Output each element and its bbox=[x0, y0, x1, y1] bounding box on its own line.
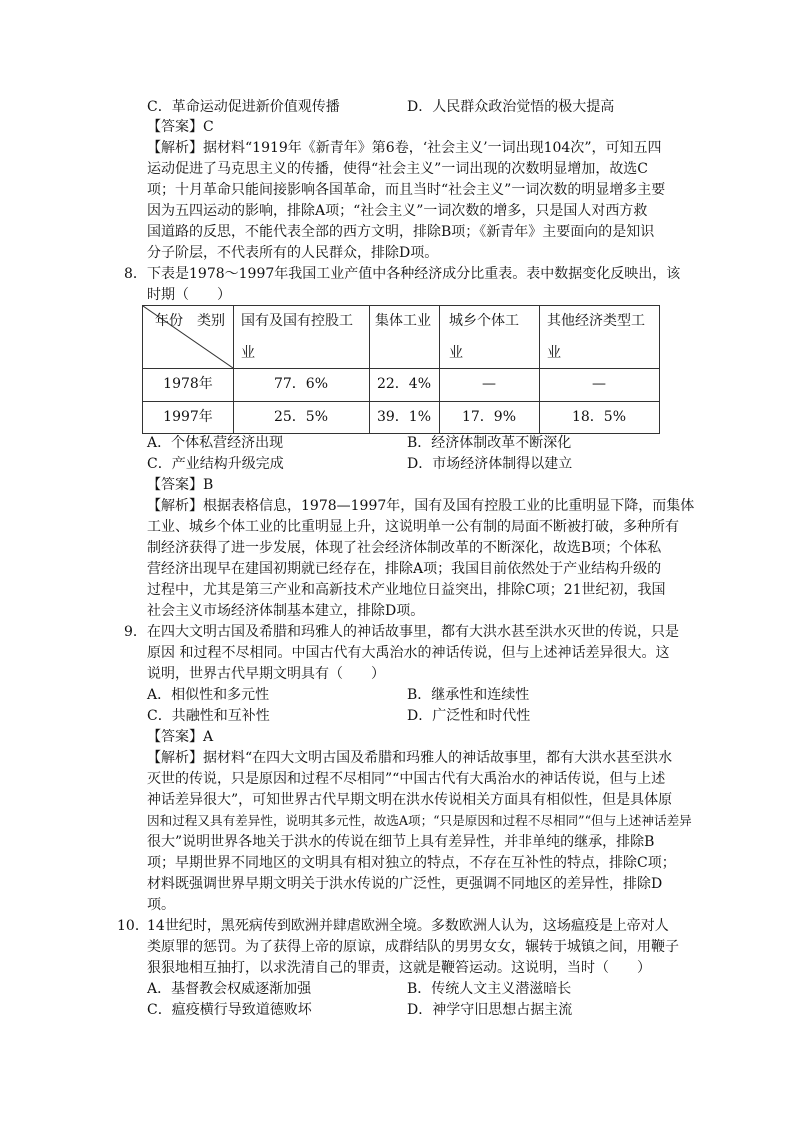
q9-analysis-line: 因和过程又具有差异性，说明其多元性，故选A项；“只是原因和过程不尽相同”“但与上述神话差异 bbox=[147, 813, 692, 828]
q9-analysis-line: 灭世的传说，只是原因和过程不尽相同”“中国古代有大禹治水的神话传说，但与上述 bbox=[147, 771, 666, 787]
q9-analysis-line: 【解析】据材料“在四大文明古国及希腊和玛雅人的神话故事里，都有大洪水甚至洪水 bbox=[147, 750, 673, 766]
table-header-other-cont: 业 bbox=[547, 345, 561, 361]
q10-stem-line: 狠狠地相互抽打，以求洗清自己的罪责，这就是鞭笞运动。这说明，当时（ ） bbox=[147, 960, 651, 976]
table-cell: 25．5% bbox=[273, 409, 329, 425]
q8-analysis-line: 营经济出现早在建国初期就已经存在，排除A项；我国目前依然处于产业结构升级的 bbox=[147, 561, 662, 577]
table-cell: 17．9% bbox=[461, 409, 517, 425]
table-cell: — bbox=[592, 376, 606, 392]
q8-stem-line: 时期（ ） bbox=[147, 287, 231, 303]
q10-option-d: D．神学守旧思想占据主流 bbox=[407, 1002, 573, 1018]
q8-option-d: D．市场经济体制得以建立 bbox=[407, 456, 573, 472]
table-header-individual: 城乡个体工 bbox=[449, 313, 519, 329]
q10-number: 10． bbox=[117, 918, 149, 934]
table-cell: 22．4% bbox=[376, 376, 432, 392]
table-cell: — bbox=[482, 376, 496, 392]
q7-answer: 【答案】C bbox=[147, 119, 214, 135]
table-corner-year: 年份 bbox=[155, 313, 183, 329]
q10-option-c: C．瘟疫横行导致道德败坏 bbox=[147, 1002, 312, 1018]
q9-option-d: D．广泛性和时代性 bbox=[407, 708, 531, 724]
q9-analysis-line: 项；早期世界不同地区的文明具有相对独立的特点，不存在互补性的特点，排除C项； bbox=[147, 855, 676, 871]
q9-number: 9． bbox=[124, 624, 147, 640]
table-corner-category: 类别 bbox=[197, 313, 225, 329]
q10-option-b: B．传统人文主义潜滋暗长 bbox=[407, 981, 572, 997]
q10-stem-line: 类原罪的惩罚。为了获得上帝的原谅，成群结队的男男女女，辗转于城镇之间，用鞭子 bbox=[147, 939, 679, 955]
q7-analysis-line: 分子阶层，不代表所有的人民群众，排除D项。 bbox=[147, 245, 439, 261]
q7-analysis-line: 运动促进了马克思主义的传播，使得“社会主义”一词出现的次数明显增加，故选C bbox=[147, 161, 649, 177]
q8-analysis-line: 社会主义市场经济体制基本建立，排除D项。 bbox=[147, 603, 425, 619]
q8-analysis-line: 过程中，尤其是第三产业和高新技术产业地位日益突出，排除C项；21世纪初，我国 bbox=[147, 582, 666, 598]
q9-stem-line: 原因 和过程不尽相同。中国古代有大禹治水的神话传说，但与上述神话差异很大。这 bbox=[147, 645, 670, 661]
q7-analysis-line: 项；十月革命只能间接影响各国革命，而且当时“社会主义”一词次数的明显增多主要 bbox=[147, 182, 666, 198]
table-header-collective: 集体工业 bbox=[375, 313, 431, 329]
q8-number: 8． bbox=[124, 266, 147, 282]
table-cell: 39．1% bbox=[376, 409, 432, 425]
q7-option-d: D．人民群众政治觉悟的极大提高 bbox=[407, 99, 615, 115]
table-header-state-owned: 国有及国有控股工 bbox=[241, 313, 353, 329]
q9-analysis-line: 很大”说明世界各地关于洪水的传说在细节上具有差异性，并非单纯的继承，排除B bbox=[147, 834, 655, 850]
q7-analysis-line: 国道路的反思，不能代表全部的西方文明，排除B项；《新青年》主要面向的是知识 bbox=[147, 224, 655, 240]
q8-option-a: A．个体私营经济出现 bbox=[147, 435, 284, 451]
table-cell: 77．6% bbox=[273, 376, 329, 392]
q7-option-c: C．革命运动促进新价值观传播 bbox=[147, 99, 340, 115]
q7-analysis-line: 【解析】据材料“1919年《新青年》第6卷，‘社会主义’一词出现104次”，可知五四 bbox=[147, 140, 662, 156]
table-row-year: 1978年 bbox=[163, 376, 213, 392]
q9-analysis-line: 神话差异很大”，可知世界古代早期文明在洪水传说相关方面具有相似性，但是具体原 bbox=[147, 792, 673, 808]
table-row-year: 1997年 bbox=[163, 409, 213, 425]
q9-stem-line: 说明，世界古代早期文明具有（ ） bbox=[147, 666, 385, 682]
q9-analysis-line: 项。 bbox=[147, 897, 175, 913]
q8-analysis-line: 制经济获得了进一步发展，体现了社会经济体制改革的不断深化，故选B项；个体私 bbox=[147, 540, 662, 556]
table-cell: 18．5% bbox=[571, 409, 627, 425]
q9-answer: 【答案】A bbox=[147, 729, 214, 745]
table-header-other: 其他经济类型工 bbox=[547, 313, 645, 329]
q10-option-a: A．基督教会权威逐渐加强 bbox=[147, 981, 312, 997]
q9-option-a: A．相似性和多元性 bbox=[147, 687, 270, 703]
table-header-state-owned-cont: 业 bbox=[241, 345, 255, 361]
q9-option-b: B．继承性和连续性 bbox=[407, 687, 530, 703]
q8-data-table bbox=[142, 305, 660, 434]
q8-stem-line: 下表是1978～1997年我国工业产值中各种经济成分比重表。表中数据变化反映出，该 bbox=[147, 266, 681, 282]
q8-option-b: B．经济体制改革不断深化 bbox=[407, 435, 572, 451]
q10-stem-line: 14世纪时，黑死病传到欧洲并肆虐欧洲全境。多数欧洲人认为，这场瘟疫是上帝对人 bbox=[147, 918, 669, 934]
table-header-individual-cont: 业 bbox=[449, 345, 463, 361]
q8-analysis-line: 【解析】根据表格信息，1978—1997年，国有及国有控股工业的比重明显下降，而集体 bbox=[147, 498, 695, 514]
q9-analysis-line: 材料既强调世界早期文明关于洪水传说的广泛性，更强调不同地区的差异性，排除D bbox=[147, 876, 663, 892]
q9-stem-line: 在四大文明古国及希腊和玛雅人的神话故事里，都有大洪水甚至洪水灭世的传说，只是 bbox=[147, 624, 679, 640]
q7-analysis-line: 因为五四运动的影响，排除A项；“社会主义”一词次数的增多，只是国人对西方救 bbox=[147, 203, 648, 219]
q8-option-c: C．产业结构升级完成 bbox=[147, 456, 284, 472]
q9-option-c: C．共融性和互补性 bbox=[147, 708, 270, 724]
q8-analysis-line: 工业、城乡个体工业的比重明显上升，这说明单一公有制的局面不断被打破，多种所有 bbox=[147, 519, 679, 535]
q8-answer: 【答案】B bbox=[147, 477, 214, 493]
